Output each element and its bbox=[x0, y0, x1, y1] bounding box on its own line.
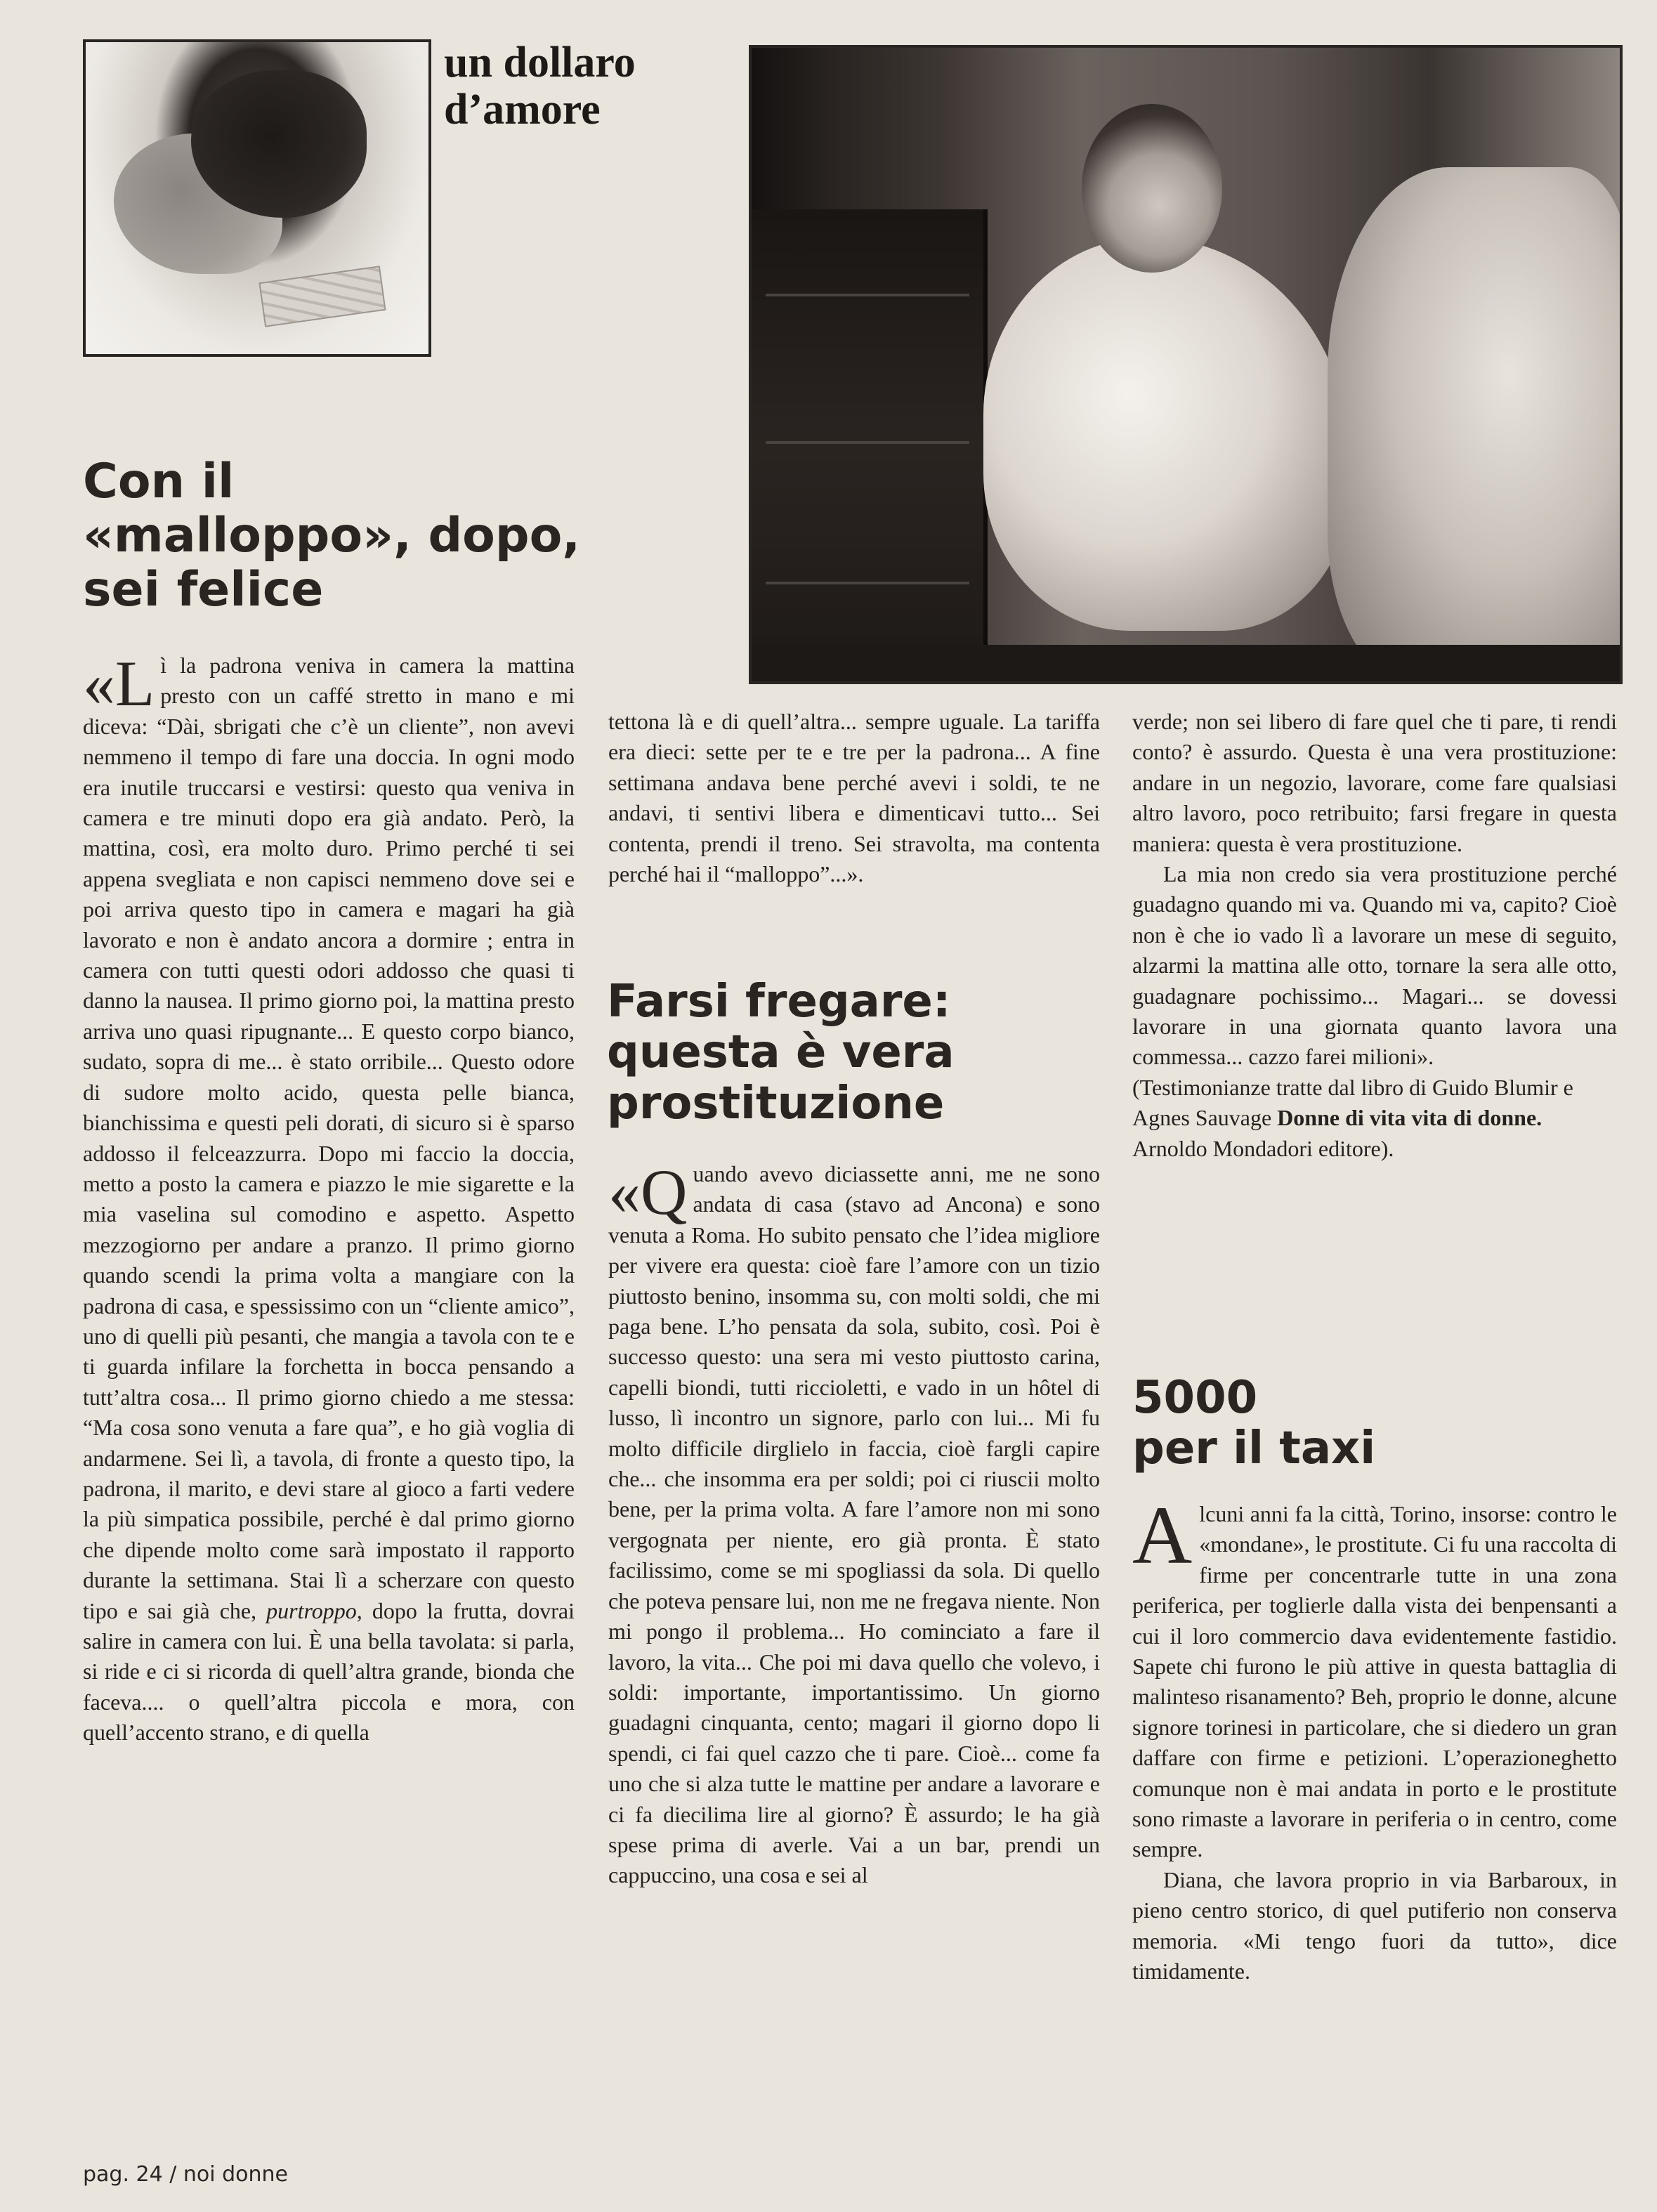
photo-woman-dress bbox=[983, 237, 1349, 631]
heading-line: questa è vera bbox=[607, 1026, 955, 1079]
heading-line: prostituzione bbox=[607, 1077, 945, 1130]
article-column-3-top bbox=[1132, 707, 1617, 1164]
section-heading-farsi-fregare bbox=[607, 976, 972, 1129]
heading-line: Con il bbox=[83, 454, 235, 509]
drop-quote bbox=[83, 648, 155, 719]
section3-body-text: lcuni anni fa la città, Torino, insorse: contro le «mondane», le prostitute. Ci fu una raccolta di firme per concentrarle tutte in una zona periferica, per toglierle dalla vista dei benpensanti a cui il loro commercio dava evidentemente fastidio. Sapete chi furono le più attive in questa battaglia di malinteso risanamento? Beh, proprio le donne, alcune signore torinesi in particolare, che si diedero un gran daffare con firme e petizioni. L’operazioneghetto comunque non è mai andata in porto e le prostitute sono rimaste a lavorare in periferia o in centro, come sempre. bbox=[1132, 1501, 1617, 1862]
section3-paragraph bbox=[1132, 1489, 1617, 1865]
article-column-3-bottom bbox=[1132, 1489, 1617, 1987]
drop-cap: A bbox=[1132, 1489, 1193, 1581]
column3-paragraph: La mia non credo sia vera prostituzione perché guadagno quando mi va. Quando mi va, capito? Cioè non è che io vado lì a lavorare un mese di seguito, alzarmi la mattina alle otto, tornare la sera alle otto, guadagnare pochissimo... Magari... se dovessi lavorare in una giornata quanto lavora una commessa... cazzo farei milioni». bbox=[1132, 861, 1617, 1070]
heading-line: «malloppo», dopo, bbox=[83, 507, 581, 563]
page-title bbox=[444, 39, 636, 133]
section3-paragraph: Diana, che lavora proprio in via Barbaroux, in pieno centro storico, di quel putiferio non conserva memoria. «Mi tengo fuori da tutto», dice timidamente. bbox=[1132, 1866, 1617, 1984]
photo-woman-in-bed bbox=[83, 39, 431, 357]
section1-paragraph bbox=[83, 650, 575, 1748]
article-column-2-top bbox=[608, 707, 1100, 889]
photo-dresser bbox=[752, 209, 988, 684]
heading-line: Farsi fregare: bbox=[607, 976, 951, 1028]
photo-vintage-women bbox=[749, 45, 1623, 684]
heading-line: per il taxi bbox=[1132, 1422, 1376, 1475]
book-title: Donne di vita vita di donne. bbox=[1277, 1105, 1543, 1131]
section-heading-malloppo bbox=[83, 455, 589, 617]
italic-word: purtroppo, bbox=[266, 1597, 362, 1623]
photo-second-figure bbox=[1328, 167, 1623, 684]
photo-woman-head bbox=[1082, 104, 1222, 273]
section1-body-end: dopo la frutta, dovrai salire in camera con lui. È una bella tavolata: si parla, si ride e ci si ricorda di quell’altra grande, bionda che faceva.... o quell’altra piccola e mora, con quell’accento strano, e di quella bbox=[83, 1597, 575, 1746]
title-line-2: d’amore bbox=[444, 85, 601, 133]
heading-line: sei felice bbox=[83, 561, 324, 617]
section2-paragraph bbox=[608, 1156, 1100, 1891]
section-heading-taxi bbox=[1132, 1373, 1554, 1474]
citation-text: (Testimonianze tratte dal libro di Guido Blumir e Agnes Sauvage bbox=[1132, 1074, 1573, 1131]
source-citation bbox=[1132, 1073, 1617, 1164]
title-line-1: un dollaro bbox=[444, 39, 636, 86]
quote-mark: « bbox=[608, 1156, 641, 1228]
photo-drawer-line bbox=[766, 441, 969, 444]
photo-drawer-line bbox=[766, 294, 969, 296]
column2-continuation: tettona là e di quell’altra... sempre uguale. La tariffa era dieci: sette per te e tre per la padrona... A fine settimana andava bene perché avevi i soldi, te ne andavi, ti sentivi libera e dimenticavi tutto... Sei contenta, prendi il treno. Sei stravolta, ma contenta perché hai il “malloppo”...». bbox=[608, 709, 1100, 887]
section2-body-text: uando avevo diciassette anni, me ne sono andata di casa (stavo ad Ancona) e sono venuta a Roma. Ho subito pensato che l’idea migliore per vivere era questa: cioè fare l’amore con un tizio piuttosto benino, insomma su, con molti soldi, che mi paga bene. L’ho pensata da sola, subito, così. Poi è successo questo: una sera mi vesto piuttosto carina, capelli biondi, tutti riccioletti, e vado in un hôtel di lusso, lì incontro un signore, parlo con lui... Mi fu molto difficile dirglielo in faccia, cioè fargli capire che... che insomma era per soldi; poi ci riuscii molto bene, per la prima volta. A fare l’amore non mi sono vergognata per niente, ero già pronta. È stato facilissimo, come se mi spogliassi da sola. Di quello che poteva pensare lui, non me ne fregava niente. Non mi pongo il problema... Ho cominciato a fare il lavoro, la vita... Che poi mi dava quello che volevo, i soldi: importante, importantissimo. Un giorno guadagni cinquanta, cento; magari il giorno dopo li spendi, ci fai quel cazzo che ti pare. Cioè... come fa uno che si alza tutte le mattine per andare a lavorare e ci fa diecilima lire al giorno? È assurdo; le ha già spese prima di averle. Vai a un bar, prendi un cappuccino, una cosa e sei al bbox=[608, 1161, 1100, 1888]
drop-quote bbox=[608, 1156, 688, 1228]
article-column-1 bbox=[83, 650, 575, 1748]
heading-line: 5000 bbox=[1132, 1372, 1258, 1424]
column3-paragraph: verde; non sei libero di fare quel che ti pare, ti rendi conto? è assurdo. Questa è una vera prostituzione: andare in un negozio, lavorare, come fare qualsiasi altro lavoro, poco retribuito; farsi fregare in questa maniera: questa è vera prostituzione. bbox=[1132, 709, 1617, 856]
page-footer: pag. 24 / noi donne bbox=[83, 2162, 289, 2187]
section1-body-text: ì la padrona veniva in camera la mattina presto con un caffé stretto in mano e mi diceva: “Dài, sbrigati che c’è un cliente”, non avevi nemmeno il tempo di fare una doccia. In ogni modo era inutile truccarsi e vestirsi: questo qua veniva in camera e tre minuti dopo era già andato. Però, la mattina, così, era molto duro. Primo perché ti sei appena svegliata e non capisci nemmeno dove sei e poi arriva questo tipo in camera e magari ha già lavorato e non è andato ancora a dormire ; entra in camera con tutti questi odori addosso che quasi ti danno la nausea. Il primo giorno poi, la mattina presto arriva uno quasi ripugnante... E questo corpo bianco, sudato, sopra di me... è stato orribile... Questo odore di sudore molto acido, questa pelle bianca, bianchissima e questi peli dorati, di sicuro si è sparso addosso il felceazzurra. Dopo mi faccio la doccia, metto a posto la camera e piazzo le mie sigarette e la mia vaselina sul comodino e aspetto. Aspetto mezzogiorno per andare a pranzo. Il primo giorno quando scendi la prima volta a mangiare con la padrona di casa, e spessissimo con un “cliente amico”, uno di quelli più pesanti, che mangia a tavola con te e ti guarda infilare la forchetta in bocca pensando a tutt’altra cosa... Il primo giorno chiedo a me stessa: “Ma cosa sono venuta a fare qua”, e ho già voglia di andarmene. Sei lì, a tavola, di fronte a questo tipo, la padrona, il marito, e devi stare al gioco a farti vedere la più simpatica possibile, perché è dal primo giorno che dipende molto come sarà impostato il rapporto durante la settimana. Stai lì a scherzare con questo tipo e sai già che, bbox=[83, 653, 575, 1623]
citation-publisher: Arnoldo Mondadori editore). bbox=[1132, 1135, 1394, 1161]
drop-cap: Q bbox=[641, 1156, 688, 1228]
photo-dollar-bills bbox=[258, 266, 386, 327]
article-column-2-bottom bbox=[608, 1156, 1100, 1891]
photo-floor bbox=[752, 645, 1620, 684]
drop-cap: L bbox=[115, 648, 155, 719]
quote-mark: « bbox=[83, 648, 115, 719]
photo-drawer-line bbox=[766, 582, 969, 584]
